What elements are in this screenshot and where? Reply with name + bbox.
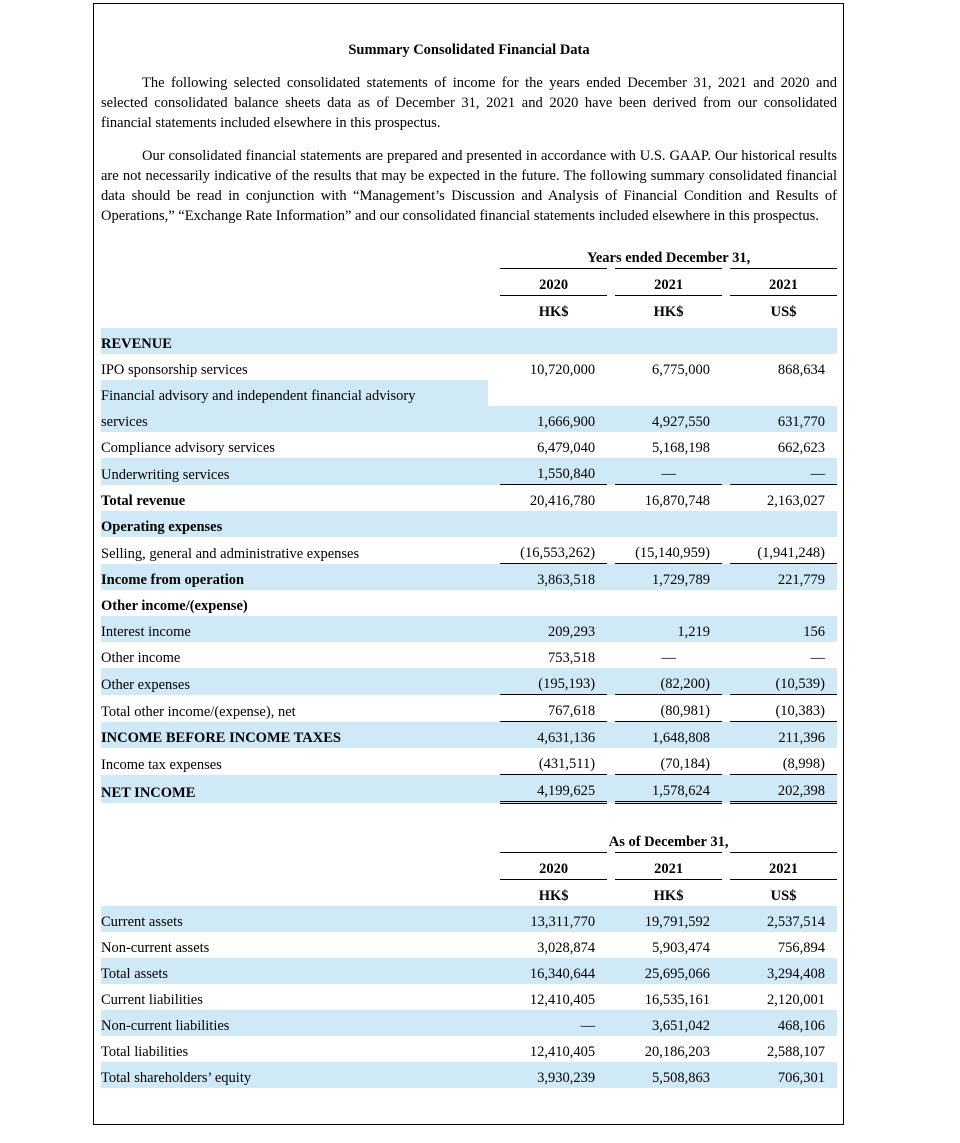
cell-value: (1,941,248) (730, 537, 837, 564)
year-header: 2020 (500, 269, 607, 296)
cell-value: 20,186,203 (644, 1044, 710, 1060)
cell-value: 868,634 (777, 362, 825, 378)
cell-value: 156 (730, 616, 837, 642)
table-row-other-header (101, 590, 837, 616)
cell-value: 662,623 (777, 440, 825, 456)
row-label: Total other income/(expense), net (101, 703, 296, 720)
table-header-period (101, 826, 837, 853)
cell-value: (70,184) (615, 748, 722, 775)
cell-value: 12,410,405 (529, 992, 596, 1008)
cell-value: 16,870,748 (644, 493, 710, 509)
table-row-current-assets (101, 906, 837, 932)
row-label: Operating expenses (101, 511, 488, 537)
currency-header: US$ (730, 880, 837, 907)
cell-value: 1,729,789 (615, 564, 722, 591)
cell-value: 2,588,107 (767, 1044, 825, 1060)
year-header: 2021 (730, 853, 837, 880)
table-header-years (101, 269, 837, 296)
table-row-total-other (101, 695, 837, 722)
cell-value: 20,416,780 (529, 493, 596, 509)
table-row-current-liabilities (101, 984, 837, 1010)
period-header: Years ended December 31, (586, 250, 751, 266)
row-label: INCOME BEFORE INCOME TAXES (101, 722, 488, 749)
table-row-other-income (101, 642, 837, 668)
row-label: Total assets (101, 958, 488, 984)
income-statement-table (101, 242, 837, 804)
table-row-operating-expenses-header (101, 511, 837, 537)
table-row-non-current-assets (101, 932, 837, 958)
currency-header: HK$ (615, 296, 722, 323)
cell-value: 202,398 (730, 775, 837, 803)
cell-value: 209,293 (500, 616, 607, 642)
table-header-years (101, 853, 837, 880)
row-label: Other expenses (101, 668, 488, 695)
cell-value: 3,028,874 (537, 940, 596, 956)
table-row-sga (101, 537, 837, 564)
table-row-non-current-liabilities (101, 1010, 837, 1036)
cell-value: (16,553,262) (500, 537, 607, 564)
cell-value: 1,666,900 (500, 406, 607, 432)
row-label: Total liabilities (101, 1044, 189, 1060)
table-row-interest-income (101, 616, 837, 642)
cell-value: 3,863,518 (500, 564, 607, 591)
row-label: Current liabilities (101, 992, 203, 1008)
row-label: services (101, 406, 488, 432)
currency-header: US$ (730, 296, 837, 323)
cell-value: 10,720,000 (529, 362, 596, 378)
year-header: 2021 (615, 269, 722, 296)
row-label: Selling, general and administrative expenses (101, 545, 360, 562)
cell-value: 3,294,408 (730, 958, 837, 984)
cell-value: 5,168,198 (652, 440, 710, 456)
cell-value: 1,219 (615, 616, 722, 642)
year-header: 2021 (615, 853, 722, 880)
balance-sheet-table (101, 826, 837, 1088)
row-label: Current assets (101, 906, 488, 932)
row-label: Other income (101, 650, 181, 666)
row-label: REVENUE (101, 328, 488, 354)
cell-value: (80,981) (615, 695, 722, 722)
cell-value: 2,537,514 (730, 906, 837, 932)
cell-value: 16,535,161 (644, 992, 710, 1008)
row-label: Underwriting services (101, 458, 488, 485)
cell-value: 4,631,136 (500, 722, 607, 749)
cell-value: 753,518 (547, 650, 596, 666)
cell-value: (15,140,959) (615, 537, 722, 564)
cell-value: 221,779 (730, 564, 837, 591)
cell-value: 6,479,040 (537, 440, 596, 456)
row-label: Compliance advisory services (101, 440, 275, 456)
table-row-income-from-operation (101, 564, 837, 591)
cell-value: 1,578,624 (615, 775, 722, 803)
cell-value: (431,511) (500, 748, 607, 775)
table-row-other-expenses (101, 668, 837, 695)
cell-value: 12,410,405 (529, 1044, 596, 1060)
year-header: 2021 (730, 269, 837, 296)
row-label: IPO sponsorship services (101, 362, 248, 378)
cell-value: 756,894 (777, 940, 825, 956)
table-row-financial-advisory-1 (101, 380, 837, 406)
cell-value: (8,998) (730, 748, 837, 775)
table-row-underwriting (101, 458, 837, 485)
cell-value: 5,903,474 (652, 940, 710, 956)
row-label: Total revenue (101, 493, 186, 509)
table-row-total-revenue (101, 485, 837, 512)
table-row-income-tax (101, 748, 837, 775)
cell-value: 468,106 (730, 1010, 837, 1036)
cell-value: — (810, 650, 825, 666)
document-frame (93, 3, 844, 1125)
cell-value: 1,648,808 (615, 722, 722, 749)
cell-value: (82,200) (615, 668, 722, 695)
row-label: Income from operation (101, 564, 488, 591)
cell-value: — (730, 458, 837, 485)
period-header: As of December 31, (608, 834, 729, 850)
row-label: Total shareholders’ equity (101, 1062, 488, 1088)
row-label: Financial advisory and independent financial advisory (101, 380, 488, 406)
cell-value: (10,539) (730, 668, 837, 695)
currency-header: HK$ (500, 880, 607, 907)
table-header-period (101, 242, 837, 269)
currency-header: HK$ (615, 880, 722, 907)
table-row-compliance (101, 432, 837, 458)
table-row-net-income (101, 775, 837, 803)
cell-value: 2,163,027 (767, 493, 825, 509)
cell-value: 767,618 (500, 695, 607, 722)
row-label: Non-current assets (101, 940, 210, 956)
cell-value: 631,770 (730, 406, 837, 432)
cell-value: 1,550,840 (500, 458, 607, 485)
cell-value: 19,791,592 (615, 906, 722, 932)
page-title: Summary Consolidated Financial Data (348, 42, 590, 58)
row-label: Income tax expenses (101, 756, 222, 773)
table-row-total-assets (101, 958, 837, 984)
cell-value: (10,383) (730, 695, 837, 722)
table-row-revenue-header (101, 328, 837, 354)
cell-value: 25,695,066 (615, 958, 722, 984)
table-header-currency (101, 296, 837, 323)
table-header-currency (101, 880, 837, 907)
row-label: NET INCOME (101, 775, 488, 803)
cell-value: 13,311,770 (500, 906, 607, 932)
cell-value: 3,651,042 (615, 1010, 722, 1036)
cell-value: — (615, 458, 722, 485)
cell-value: 16,340,644 (500, 958, 607, 984)
table-row-total-equity (101, 1062, 837, 1088)
cell-value: 706,301 (730, 1062, 837, 1088)
table-row-financial-advisory-2 (101, 406, 837, 432)
cell-value: 6,775,000 (652, 362, 710, 378)
cell-value: 2,120,001 (767, 992, 825, 1008)
cell-value: (195,193) (500, 668, 607, 695)
cell-value: 4,927,550 (615, 406, 722, 432)
row-label: Interest income (101, 616, 488, 642)
row-label: Non-current liabilities (101, 1010, 488, 1036)
cell-value: 211,396 (730, 722, 837, 749)
table-row-income-before-taxes (101, 722, 837, 749)
intro-paragraph-1: The following selected consolidated statements of income for the years ended December 31, 2021 and 2020 and selected consolidated balance sheets data as of December 31, 2021 and 2020 have been derived from our consolidated financial statements included elsewhere in this prospectus. (101, 75, 837, 131)
intro-paragraph-2: Our consolidated financial statements are prepared and presented in accordance with U.S. GAAP. Our historical results are not necessarily indicative of the results that may be expected in the future. The following summary consolidated financial data should be read in conjunction with “Management’s Discussion and Analysis of Financial Condition and Results of Operations,” “Exchange Rate Information” and our consolidated financial statements included elsewhere in this prospectus. (101, 148, 837, 224)
cell-value: — (661, 650, 676, 666)
year-header: 2020 (500, 853, 607, 880)
table-row-total-liabilities (101, 1036, 837, 1062)
row-label: Other income/(expense) (101, 598, 248, 614)
cell-value: — (500, 1010, 607, 1036)
currency-header: HK$ (500, 296, 607, 323)
cell-value: 3,930,239 (500, 1062, 607, 1088)
document-content (101, 4, 837, 1088)
cell-value: 5,508,863 (615, 1062, 722, 1088)
table-row-ipo (101, 354, 837, 380)
cell-value: 4,199,625 (500, 775, 607, 803)
